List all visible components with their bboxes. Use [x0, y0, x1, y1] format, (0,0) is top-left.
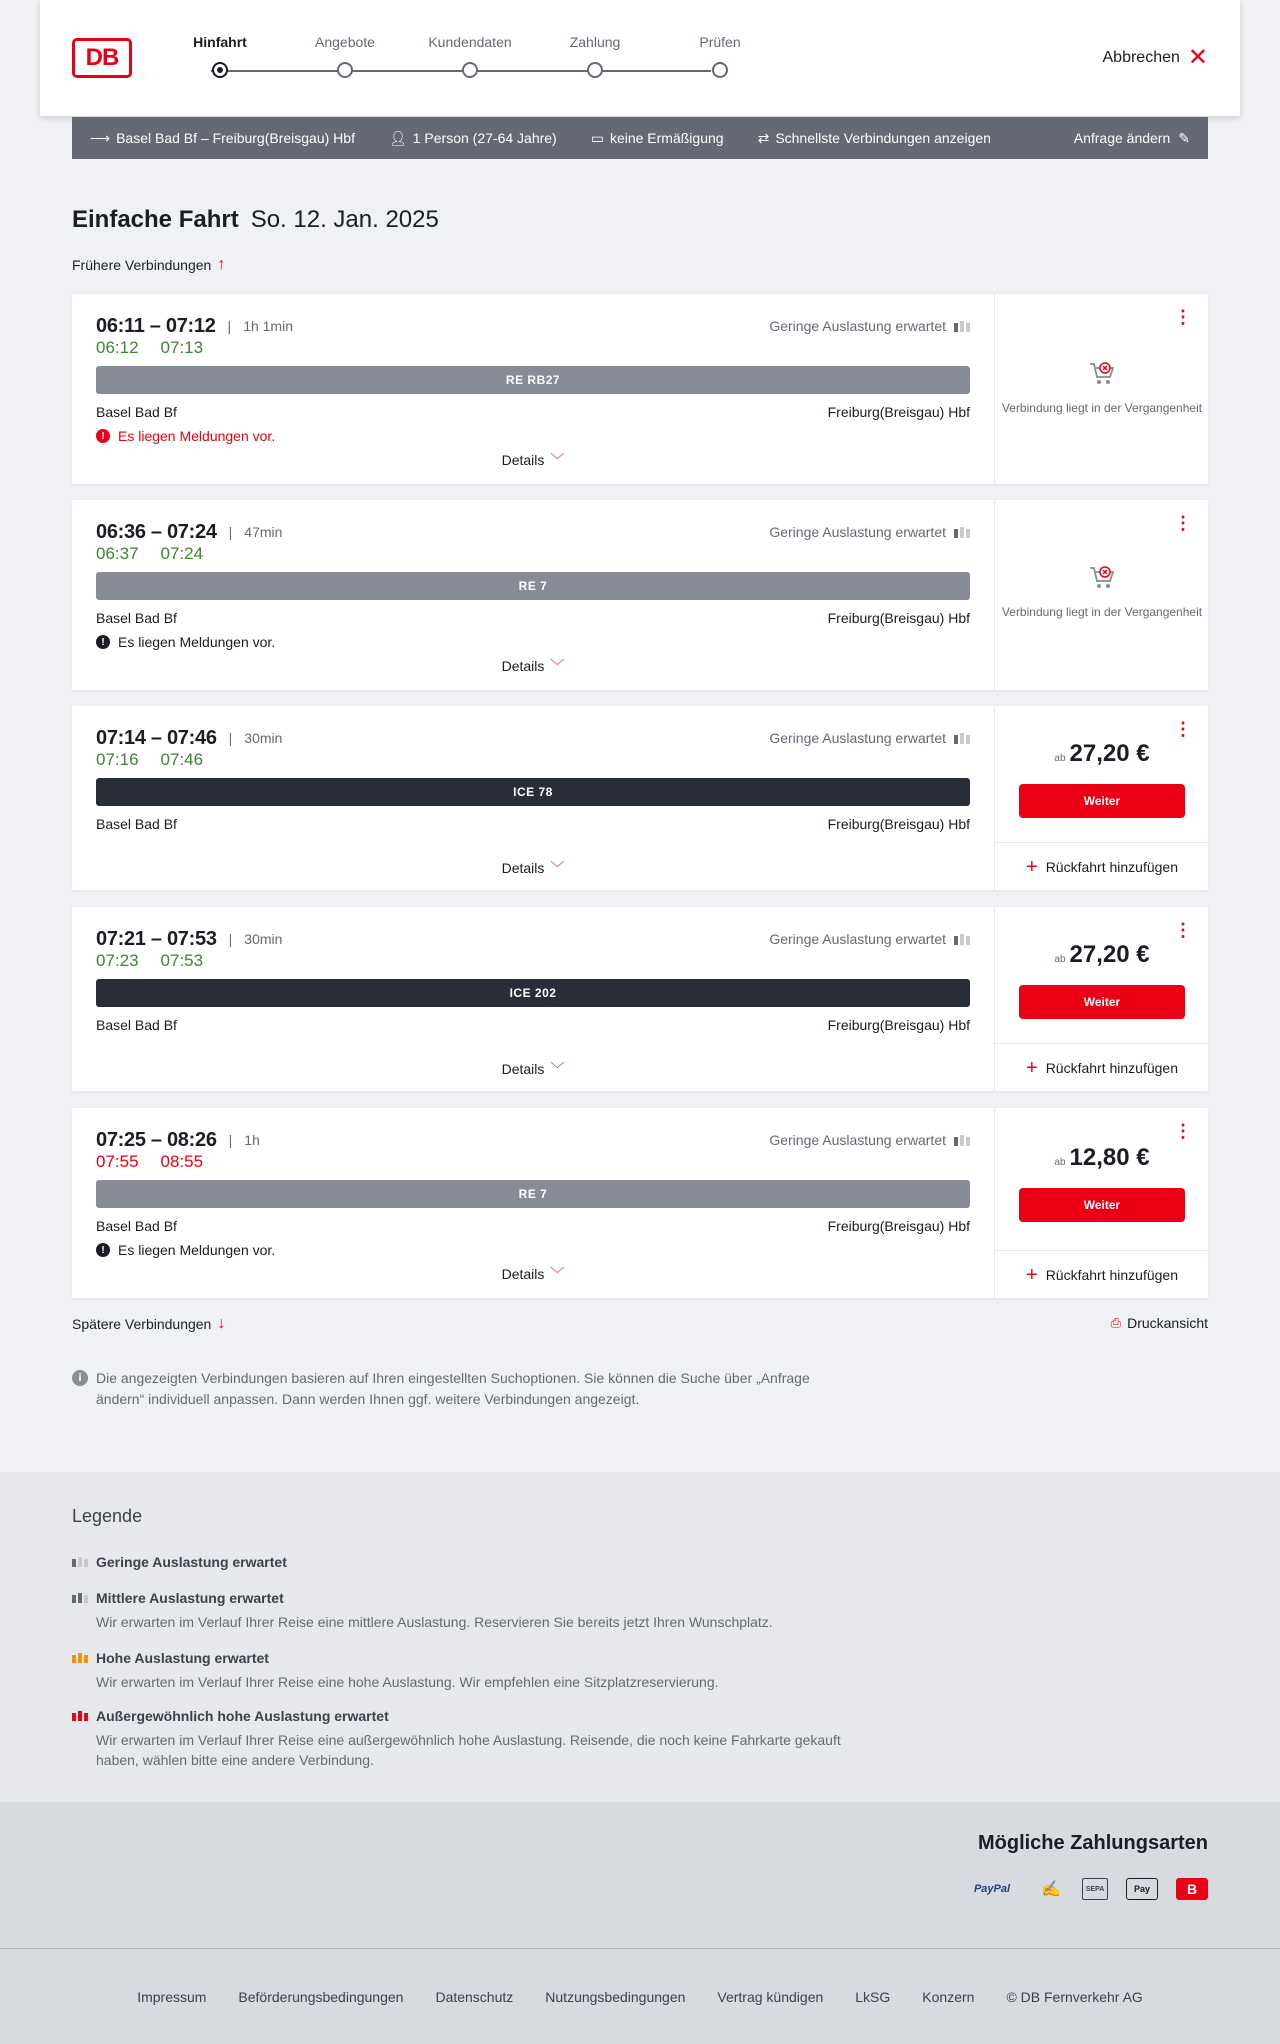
connection-card: [72, 500, 1208, 690]
load-label: Geringe Auslastung erwartet: [769, 931, 946, 947]
header: [40, 0, 1240, 116]
train-bar[interactable]: RE RB27: [96, 366, 970, 394]
planned-times: 07:21 – 07:53: [96, 927, 217, 950]
past-notice: Verbindung liegt in der Vergangenheit: [1001, 401, 1203, 415]
details-toggle[interactable]: [72, 656, 994, 676]
footer: [0, 1948, 1280, 2044]
departure-station: Basel Bad Bf: [96, 610, 177, 626]
legend-item-desc: Wir erwarten im Verlauf Ihrer Reise eine außergewöhnlich hohe Auslastung. Reisende, die noch keine Fahrkarte gekauft haben, wählen bitte eine andere Verbindung.: [96, 1732, 841, 1768]
duration: 30min: [244, 730, 283, 746]
sepa-icon: SEPA: [1082, 1878, 1108, 1900]
footer-copyright: © DB Fernverkehr AG: [1006, 1989, 1143, 2005]
search-summary-bar: [72, 117, 1208, 159]
discount-text: keine Ermäßigung: [609, 130, 724, 146]
payment-methods: [964, 1878, 1208, 1900]
printer-icon: ⎙: [1110, 1315, 1122, 1330]
train-bar[interactable]: ICE 202: [96, 979, 970, 1007]
filter-icon: ⇄: [757, 129, 770, 146]
step-label: Zahlung: [569, 34, 621, 50]
realtime-arrival: 07:13: [160, 338, 204, 357]
separator: |: [227, 318, 232, 334]
load-indicator: [769, 931, 970, 947]
step-label: Kundendaten: [428, 34, 512, 50]
price: [995, 740, 1209, 768]
details-toggle[interactable]: [72, 1264, 994, 1284]
plus-icon: +: [1026, 1056, 1038, 1079]
details-label: Details: [501, 860, 545, 876]
occupancy-extreme-icon: [72, 1711, 88, 1721]
step-kundendaten: [420, 34, 520, 54]
info-text: Die angezeigten Verbindungen basieren auf Ihren eingestellten Suchoptionen. Sie können die Suche über „Anfrage ändern“ individuell anpassen. Dann werden Ihnen ggf. weitere Verbindungen angezeigt.: [96, 1370, 810, 1407]
later-connections-link[interactable]: [72, 1315, 225, 1333]
connection-offer: [994, 907, 1208, 1091]
realtime-departure: 07:16: [96, 750, 139, 769]
legend-item-extreme: [72, 1708, 872, 1770]
load-label: Geringe Auslastung erwartet: [769, 730, 946, 746]
arrival-station: Freiburg(Breisgau) Hbf: [827, 1218, 970, 1234]
realtime-arrival: 08:55: [160, 1152, 204, 1171]
more-options-icon[interactable]: ⋮: [1174, 307, 1192, 327]
load-indicator: [769, 730, 970, 746]
connection-card: [72, 907, 1208, 1091]
past-notice: Verbindung liegt in der Vergangenheit: [1001, 605, 1203, 619]
footer-link-impressum[interactable]: Impressum: [137, 1989, 207, 2005]
occupancy-low-icon: [954, 733, 970, 744]
departure-station: Basel Bad Bf: [96, 1017, 177, 1033]
realtime-arrival: 07:24: [160, 544, 204, 563]
chevron-down-icon: ﹀: [550, 452, 565, 468]
add-return-button[interactable]: [995, 1250, 1209, 1298]
price-prefix: ab: [1054, 954, 1066, 965]
continue-button[interactable]: Weiter: [1019, 1188, 1185, 1222]
edit-label: Anfrage ändern: [1073, 130, 1171, 146]
step-dot: [337, 62, 353, 78]
duration: 47min: [244, 524, 283, 540]
continue-button[interactable]: Weiter: [1019, 985, 1185, 1019]
arrival-station: Freiburg(Breisgau) Hbf: [827, 1017, 970, 1033]
details-label: Details: [501, 658, 545, 674]
alert-icon: !: [96, 1243, 110, 1257]
train-bar[interactable]: RE 7: [96, 572, 970, 600]
db-card-icon: B: [1176, 1878, 1208, 1900]
search-info-note: [72, 1368, 852, 1410]
route-arrow-icon: ⟶: [90, 129, 111, 146]
add-return-button[interactable]: [995, 1043, 1209, 1091]
step-dot: [212, 62, 228, 78]
card-icon: ▭: [590, 129, 604, 146]
travellers-text: 1 Person (27-64 Jahre): [412, 130, 557, 146]
cancel-button[interactable]: [1103, 46, 1209, 70]
footer-link-nutzung[interactable]: Nutzungsbedingungen: [545, 1989, 686, 2005]
option-summary: [758, 130, 991, 147]
page-title: [72, 206, 439, 234]
later-label: Spätere Verbindungen: [72, 1316, 212, 1332]
print-label: Druckansicht: [1127, 1315, 1208, 1331]
stations-row: [96, 404, 970, 420]
arrow-down-icon: ↓: [217, 1315, 226, 1332]
realtime-times: [96, 1152, 970, 1176]
connection-card: [72, 294, 1208, 484]
step-pruefen: [670, 34, 770, 54]
db-logo[interactable]: DB: [72, 38, 132, 78]
connection-card: [72, 706, 1208, 890]
realtime-departure: 07:55: [96, 1152, 139, 1171]
step-label: Hinfahrt: [193, 34, 247, 50]
train-bar[interactable]: RE 7: [96, 1180, 970, 1208]
chevron-down-icon: ﹀: [550, 860, 565, 876]
payment-title: Mögliche Zahlungsarten: [977, 1832, 1208, 1854]
route-text: Basel Bad Bf – Freiburg(Breisgau) Hbf: [116, 130, 355, 146]
load-label: Geringe Auslastung erwartet: [769, 1132, 946, 1148]
stations-row: [96, 816, 970, 832]
plus-icon: +: [1026, 1263, 1038, 1286]
step-dot: [462, 62, 478, 78]
more-options-icon[interactable]: ⋮: [1174, 719, 1192, 739]
price-prefix: ab: [1054, 1157, 1066, 1168]
add-return-button[interactable]: [995, 842, 1209, 890]
chevron-down-icon: ﹀: [550, 1061, 565, 1077]
departure-station: Basel Bad Bf: [96, 404, 177, 420]
legend-item-low: [72, 1554, 872, 1570]
legend-item-title: Mittlere Auslastung erwartet: [96, 1590, 284, 1606]
legend-item-title: Außergewöhnlich hohe Auslastung erwartet: [96, 1708, 389, 1724]
legend-item-desc: Wir erwarten im Verlauf Ihrer Reise eine mittlere Auslastung. Reservieren Sie bereits jetzt Ihren Wunschplatz.: [96, 1614, 773, 1630]
more-options-icon[interactable]: ⋮: [1174, 920, 1192, 940]
realtime-departure: 06:37: [96, 544, 139, 563]
pencil-icon: ✎: [1178, 129, 1190, 146]
legend-item-high: [72, 1650, 872, 1692]
arrow-up-icon: ↑: [217, 256, 226, 273]
arrival-station: Freiburg(Breisgau) Hbf: [827, 816, 970, 832]
legend-title: Legende: [72, 1506, 143, 1526]
occupancy-low-icon: [954, 321, 970, 332]
occupancy-medium-icon: [72, 1593, 88, 1603]
more-options-icon[interactable]: ⋮: [1174, 1121, 1192, 1141]
separator: |: [228, 931, 233, 947]
connection-card: [72, 1108, 1208, 1298]
details-toggle[interactable]: [72, 1059, 994, 1079]
cart-unavailable-icon: [1087, 562, 1117, 592]
details-label: Details: [501, 1266, 545, 1282]
disruption-message: [96, 634, 970, 650]
footer-link-lksg[interactable]: LkSG: [855, 1989, 891, 2005]
realtime-times: [96, 750, 970, 774]
trip-date: So. 12. Jan. 2025: [250, 206, 439, 233]
details-label: Details: [501, 1061, 545, 1077]
separator: |: [228, 730, 233, 746]
return-label: Rückfahrt hinzufügen: [1045, 858, 1178, 875]
payment-section: [0, 1802, 1280, 1948]
planned-times: 07:14 – 07:46: [96, 726, 217, 749]
step-label: Angebote: [315, 34, 375, 50]
step-label: Prüfen: [699, 34, 741, 50]
realtime-arrival: 07:53: [160, 951, 204, 970]
planned-times: 06:11 – 07:12: [96, 314, 216, 337]
duration: 30min: [244, 931, 283, 947]
realtime-arrival: 07:46: [160, 750, 204, 769]
legend-item-title: Hohe Auslastung erwartet: [96, 1650, 269, 1666]
arrival-station: Freiburg(Breisgau) Hbf: [827, 404, 970, 420]
stations-row: [96, 610, 970, 626]
load-label: Geringe Auslastung erwartet: [769, 318, 946, 334]
stations-row: [96, 1218, 970, 1234]
legend-item-title: Geringe Auslastung erwartet: [96, 1554, 287, 1570]
step-dot: [712, 62, 728, 78]
occupancy-high-icon: [72, 1653, 88, 1663]
footer-link-datenschutz[interactable]: Datenschutz: [435, 1989, 514, 2005]
legend-item-medium: [72, 1590, 872, 1632]
step-hinfahrt: [170, 34, 270, 54]
cancel-label: Abbrechen: [1102, 49, 1180, 66]
duration: 1h 1min: [243, 318, 293, 334]
duration: 1h: [244, 1132, 260, 1148]
trip-type: Einfache Fahrt: [72, 206, 239, 233]
footer-link-befoerderung[interactable]: Beförderungsbedingungen: [238, 1989, 404, 2005]
load-indicator: [769, 318, 970, 334]
separator: |: [228, 524, 233, 540]
load-label: Geringe Auslastung erwartet: [769, 524, 946, 540]
footer-link-vertrag[interactable]: Vertrag kündigen: [717, 1989, 824, 2005]
departure-station: Basel Bad Bf: [96, 1218, 177, 1234]
progress-steps: [170, 34, 741, 84]
occupancy-low-icon: [954, 527, 970, 538]
apple-pay-icon: Pay: [1126, 1878, 1158, 1900]
connection-offer: [994, 1108, 1208, 1298]
price-value: 12,80 €: [1069, 1144, 1150, 1171]
direct-debit-icon: ✍: [1041, 1881, 1061, 1898]
occupancy-low-icon: [954, 934, 970, 945]
legend-item-desc: Wir erwarten im Verlauf Ihrer Reise eine hohe Auslastung. Wir empfehlen eine Sitzplatzreservierung.: [96, 1674, 719, 1690]
person-icon: 👤︎: [388, 129, 407, 146]
departure-station: Basel Bad Bf: [96, 816, 177, 832]
price-prefix: ab: [1054, 753, 1066, 764]
connection-offer: [994, 500, 1208, 690]
plus-icon: +: [1026, 855, 1038, 878]
travellers-summary: [389, 130, 557, 147]
message-text: Es liegen Meldungen vor.: [118, 428, 276, 444]
occupancy-low-icon: [954, 1135, 970, 1146]
load-indicator: [769, 1132, 970, 1148]
return-label: Rückfahrt hinzufügen: [1045, 1059, 1178, 1076]
realtime-departure: 07:23: [96, 951, 139, 970]
progress-line: [211, 70, 711, 72]
disruption-message: [96, 1242, 970, 1258]
price: [995, 941, 1209, 969]
return-label: Rückfahrt hinzufügen: [1045, 1266, 1178, 1283]
disruption-message: [96, 428, 970, 444]
price-value: 27,20 €: [1069, 740, 1150, 767]
message-text: Es liegen Meldungen vor.: [118, 1242, 276, 1258]
step-dot: [587, 62, 603, 78]
continue-button[interactable]: Weiter: [1019, 784, 1185, 818]
price: [995, 1144, 1209, 1172]
print-view-link[interactable]: [1111, 1315, 1208, 1331]
separator: |: [228, 1132, 233, 1148]
details-toggle[interactable]: [72, 450, 994, 470]
paypal-icon: PayPal: [973, 1883, 1011, 1895]
planned-times: 06:36 – 07:24: [96, 520, 217, 543]
planned-times: 07:25 – 08:26: [96, 1128, 217, 1151]
alert-icon: !: [96, 635, 110, 649]
load-indicator: [769, 524, 970, 540]
realtime-times: [96, 951, 970, 975]
message-text: Es liegen Meldungen vor.: [118, 634, 276, 650]
cart-unavailable-icon: [1087, 358, 1117, 388]
details-label: Details: [501, 452, 545, 468]
realtime-times: [96, 338, 970, 362]
earlier-label: Frühere Verbindungen: [72, 257, 212, 273]
footer-link-konzern[interactable]: Konzern: [922, 1989, 975, 2005]
earlier-connections-link[interactable]: [72, 256, 225, 274]
alert-icon: !: [96, 429, 110, 443]
price-value: 27,20 €: [1069, 941, 1150, 968]
step-zahlung: [545, 34, 645, 54]
connection-offer: [994, 706, 1208, 890]
stations-row: [96, 1017, 970, 1033]
realtime-departure: 06:12: [96, 338, 139, 357]
details-toggle[interactable]: [72, 858, 994, 878]
edit-request-button[interactable]: [1074, 130, 1190, 147]
chevron-down-icon: ﹀: [550, 658, 565, 674]
step-angebote: [295, 34, 395, 54]
footer-links: [0, 1989, 1280, 2005]
chevron-down-icon: ﹀: [550, 1266, 565, 1282]
discount-summary: [591, 130, 724, 147]
arrival-station: Freiburg(Breisgau) Hbf: [827, 610, 970, 626]
more-options-icon[interactable]: ⋮: [1174, 513, 1192, 533]
info-icon: i: [72, 1370, 88, 1386]
connection-offer: [994, 294, 1208, 484]
option-text: Schnellste Verbindungen anzeigen: [775, 130, 991, 146]
train-bar[interactable]: ICE 78: [96, 778, 970, 806]
close-icon: ✕: [1187, 44, 1208, 71]
route-summary: [90, 130, 355, 147]
realtime-times: [96, 544, 970, 568]
occupancy-low-icon: [72, 1557, 88, 1567]
legend-section: [0, 1472, 1280, 1802]
